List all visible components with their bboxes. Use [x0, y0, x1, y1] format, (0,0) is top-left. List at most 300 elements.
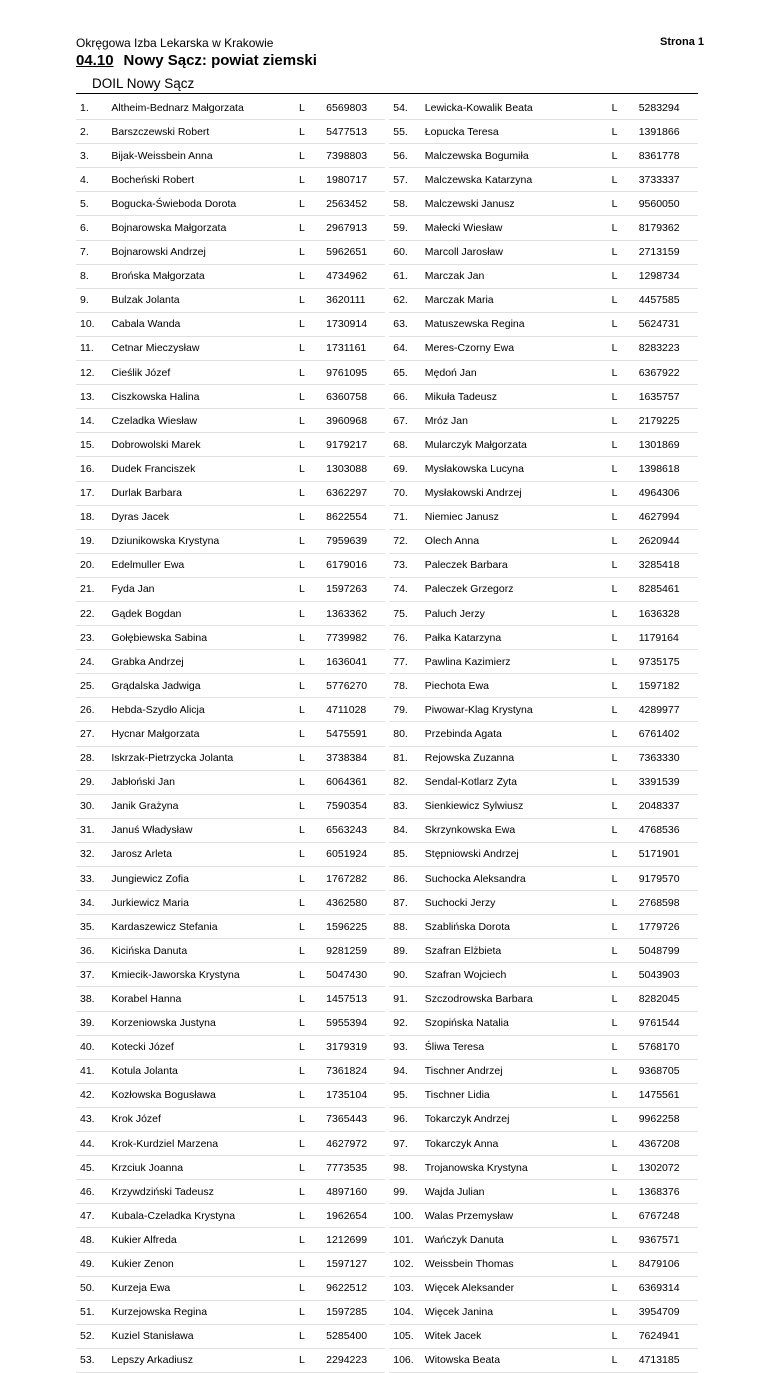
- entry-id: 4367208: [639, 1132, 698, 1156]
- entry-id: 7739982: [326, 626, 385, 650]
- entry-type: L: [299, 1035, 326, 1059]
- entry-name: Malczewska Bogumiła: [425, 144, 612, 168]
- entry-name: Korzeniowska Justyna: [111, 1011, 299, 1035]
- entry-type: L: [299, 168, 326, 192]
- entry-number: 87.: [389, 891, 425, 915]
- entry-id: 1596225: [326, 915, 385, 939]
- entry-type: L: [299, 1348, 326, 1372]
- entry-name: Bocheński Robert: [111, 168, 299, 192]
- entry-number: 58.: [389, 192, 425, 216]
- entry-name: Edelmuller Ewa: [111, 553, 299, 577]
- entry-name: Grądalska Jadwiga: [111, 674, 299, 698]
- entry-name: Szczodrowska Barbara: [425, 987, 612, 1011]
- entry-number: 74.: [389, 577, 425, 601]
- entry-name: Barszczewski Robert: [111, 120, 299, 144]
- entry-id: 9179217: [326, 433, 385, 457]
- entry-id: 6051924: [326, 842, 385, 866]
- entry-name: Krzciuk Joanna: [111, 1156, 299, 1180]
- entry-number: 105.: [389, 1324, 425, 1348]
- entry-number: 84.: [389, 818, 425, 842]
- entry-id: 2713159: [639, 240, 698, 264]
- entry-name: Jurkiewicz Maria: [111, 891, 299, 915]
- entry-id: 4362580: [326, 891, 385, 915]
- entry-name: Krok-Kurdziel Marzena: [111, 1132, 299, 1156]
- entry-id: 1779726: [639, 915, 698, 939]
- entry-name: Wajda Julian: [425, 1180, 612, 1204]
- entry-type: L: [299, 626, 326, 650]
- entry-name: Iskrzak-Pietrzycka Jolanta: [111, 746, 299, 770]
- entry-name: Pawlina Kazimierz: [425, 650, 612, 674]
- entry-number: 80.: [389, 722, 425, 746]
- entry-id: 5171901: [639, 842, 698, 866]
- entry-type: L: [612, 818, 639, 842]
- table-row: [76, 746, 698, 770]
- entry-name: Skrzynkowska Ewa: [425, 818, 612, 842]
- entry-id: 2048337: [639, 794, 698, 818]
- entry-type: L: [299, 1059, 326, 1083]
- entry-number: 103.: [389, 1276, 425, 1300]
- entry-id: 1212699: [326, 1228, 385, 1252]
- entry-name: Jabłoński Jan: [111, 770, 299, 794]
- entry-name: Dobrowolski Marek: [111, 433, 299, 457]
- table-row: [76, 409, 698, 433]
- entry-id: 5624731: [639, 312, 698, 336]
- entry-number: 10.: [76, 312, 111, 336]
- entry-id: 9622512: [326, 1276, 385, 1300]
- entry-type: L: [299, 144, 326, 168]
- entry-id: 5048799: [639, 939, 698, 963]
- section-heading: [76, 52, 317, 69]
- entry-number: 95.: [389, 1083, 425, 1107]
- entry-number: 79.: [389, 698, 425, 722]
- page-number: Strona 1: [659, 36, 704, 48]
- entry-name: Kicińska Danuta: [111, 939, 299, 963]
- entry-id: 3738384: [326, 746, 385, 770]
- entry-type: L: [612, 770, 639, 794]
- entry-type: L: [612, 1348, 639, 1372]
- entry-id: 9761095: [326, 361, 385, 385]
- entry-id: 6369314: [639, 1276, 698, 1300]
- entry-type: L: [612, 120, 639, 144]
- entry-id: 4457585: [639, 288, 698, 312]
- entry-id: 1635757: [639, 385, 698, 409]
- entry-id: 6569803: [326, 96, 385, 120]
- table-row: [76, 1348, 698, 1372]
- entry-number: 40.: [76, 1035, 111, 1059]
- entry-number: 19.: [76, 529, 111, 553]
- entry-id: 1636041: [326, 650, 385, 674]
- entry-type: L: [299, 120, 326, 144]
- entry-number: 106.: [389, 1348, 425, 1372]
- entry-id: 4734962: [326, 264, 385, 288]
- entry-id: 5047430: [326, 963, 385, 987]
- entry-type: L: [612, 457, 639, 481]
- entry-id: 9368705: [639, 1059, 698, 1083]
- entry-type: L: [299, 1107, 326, 1131]
- entry-type: L: [299, 216, 326, 240]
- entry-type: L: [612, 168, 639, 192]
- entry-id: 1179164: [639, 626, 698, 650]
- entry-number: 96.: [389, 1107, 425, 1131]
- entry-id: 7363330: [639, 746, 698, 770]
- entry-number: 72.: [389, 529, 425, 553]
- entry-name: Dudek Franciszek: [111, 457, 299, 481]
- entry-number: 37.: [76, 963, 111, 987]
- entry-name: Piwowar-Klag Krystyna: [425, 698, 612, 722]
- table-row: [76, 1132, 698, 1156]
- entry-id: 1302072: [639, 1156, 698, 1180]
- table-row: [76, 1180, 698, 1204]
- entry-type: L: [299, 963, 326, 987]
- entry-type: L: [612, 529, 639, 553]
- entry-number: 73.: [389, 553, 425, 577]
- entry-id: 7590354: [326, 794, 385, 818]
- entry-name: Bojnarowska Małgorzata: [111, 216, 299, 240]
- entry-name: Kardaszewicz Stefania: [111, 915, 299, 939]
- entry-number: 26.: [76, 698, 111, 722]
- entry-id: 7398803: [326, 144, 385, 168]
- entry-id: 1363362: [326, 601, 385, 625]
- table-row: [76, 698, 698, 722]
- entry-type: L: [612, 553, 639, 577]
- entry-name: Sienkiewicz Sylwiusz: [425, 794, 612, 818]
- entry-number: 45.: [76, 1156, 111, 1180]
- entry-type: L: [299, 529, 326, 553]
- entry-type: L: [612, 481, 639, 505]
- entry-type: L: [299, 96, 326, 120]
- entry-type: L: [612, 987, 639, 1011]
- entry-number: 41.: [76, 1059, 111, 1083]
- table-row: [76, 891, 698, 915]
- entry-name: Gołębiewska Sabina: [111, 626, 299, 650]
- entry-type: L: [612, 674, 639, 698]
- entry-id: 2563452: [326, 192, 385, 216]
- entry-type: L: [612, 433, 639, 457]
- table-row: [76, 361, 698, 385]
- entry-name: Kotecki Józef: [111, 1035, 299, 1059]
- entry-number: 90.: [389, 963, 425, 987]
- entry-type: L: [299, 1276, 326, 1300]
- table-row: [76, 1204, 698, 1228]
- entry-id: 3391539: [639, 770, 698, 794]
- entry-type: L: [612, 1228, 639, 1252]
- entry-type: L: [612, 264, 639, 288]
- entry-name: Tokarczyk Anna: [425, 1132, 612, 1156]
- entry-type: L: [612, 288, 639, 312]
- entry-id: 9962258: [639, 1107, 698, 1131]
- entry-number: 48.: [76, 1228, 111, 1252]
- entry-number: 86.: [389, 867, 425, 891]
- entry-number: 81.: [389, 746, 425, 770]
- entry-type: L: [299, 915, 326, 939]
- entry-id: 6179016: [326, 553, 385, 577]
- table-row: [76, 96, 698, 120]
- entry-number: 39.: [76, 1011, 111, 1035]
- entry-name: Altheim-Bednarz Małgorzata: [111, 96, 299, 120]
- entry-number: 23.: [76, 626, 111, 650]
- entry-type: L: [299, 1228, 326, 1252]
- entry-number: 32.: [76, 842, 111, 866]
- entry-number: 1.: [76, 96, 111, 120]
- entry-id: 1398618: [639, 457, 698, 481]
- entry-name: Więcek Janina: [425, 1300, 612, 1324]
- entry-type: L: [612, 1035, 639, 1059]
- entry-type: L: [612, 650, 639, 674]
- subheading: DOIL Nowy Sącz: [76, 74, 698, 94]
- entry-id: 1298734: [639, 264, 698, 288]
- entry-number: 69.: [389, 457, 425, 481]
- entry-number: 64.: [389, 336, 425, 360]
- entry-number: 93.: [389, 1035, 425, 1059]
- entry-id: 1767282: [326, 867, 385, 891]
- entry-type: L: [299, 577, 326, 601]
- entry-type: L: [299, 842, 326, 866]
- entry-type: L: [612, 891, 639, 915]
- entry-number: 11.: [76, 336, 111, 360]
- entry-type: L: [299, 312, 326, 336]
- entry-type: L: [299, 553, 326, 577]
- entry-name: Januś Władysław: [111, 818, 299, 842]
- entry-number: 3.: [76, 144, 111, 168]
- section-code: 04.10: [76, 52, 114, 69]
- table-row: [76, 867, 698, 891]
- entry-name: Małecki Wiesław: [425, 216, 612, 240]
- entry-id: 1731161: [326, 336, 385, 360]
- entry-number: 47.: [76, 1204, 111, 1228]
- entry-name: Mularczyk Małgorzata: [425, 433, 612, 457]
- entry-id: 3620111: [326, 288, 385, 312]
- entry-name: Kubala-Czeladka Krystyna: [111, 1204, 299, 1228]
- entry-name: Jungiewicz Zofia: [111, 867, 299, 891]
- entry-name: Marczak Jan: [425, 264, 612, 288]
- entry-name: Dyras Jacek: [111, 505, 299, 529]
- entry-id: 3285418: [639, 553, 698, 577]
- entry-id: 3960968: [326, 409, 385, 433]
- entry-number: 29.: [76, 770, 111, 794]
- entry-number: 55.: [389, 120, 425, 144]
- entry-number: 70.: [389, 481, 425, 505]
- entry-number: 18.: [76, 505, 111, 529]
- entry-id: 8285461: [639, 577, 698, 601]
- entry-number: 57.: [389, 168, 425, 192]
- entry-name: Tokarczyk Andrzej: [425, 1107, 612, 1131]
- entry-number: 9.: [76, 288, 111, 312]
- entry-type: L: [299, 1300, 326, 1324]
- entry-type: L: [299, 264, 326, 288]
- entry-number: 68.: [389, 433, 425, 457]
- entry-type: L: [299, 192, 326, 216]
- entry-id: 4627972: [326, 1132, 385, 1156]
- entry-number: 77.: [389, 650, 425, 674]
- entry-id: 8622554: [326, 505, 385, 529]
- entry-id: 5776270: [326, 674, 385, 698]
- entry-name: Paleczek Grzegorz: [425, 577, 612, 601]
- entry-id: 6761402: [639, 722, 698, 746]
- entry-number: 82.: [389, 770, 425, 794]
- entry-number: 8.: [76, 264, 111, 288]
- entry-type: L: [299, 1204, 326, 1228]
- entry-number: 83.: [389, 794, 425, 818]
- entry-id: 6360758: [326, 385, 385, 409]
- entry-type: L: [299, 891, 326, 915]
- organization-name: Okręgowa Izba Lekarska w Krakowie: [76, 36, 274, 50]
- entry-type: L: [612, 1180, 639, 1204]
- entry-type: L: [612, 1107, 639, 1131]
- entry-id: 1597127: [326, 1252, 385, 1276]
- entry-id: 2620944: [639, 529, 698, 553]
- entry-name: Paluch Jerzy: [425, 601, 612, 625]
- entry-number: 33.: [76, 867, 111, 891]
- entry-type: L: [612, 1252, 639, 1276]
- entry-id: 7361824: [326, 1059, 385, 1083]
- entry-name: Kukier Alfreda: [111, 1228, 299, 1252]
- entry-name: Korabel Hanna: [111, 987, 299, 1011]
- entry-number: 12.: [76, 361, 111, 385]
- entry-id: 3179319: [326, 1035, 385, 1059]
- entry-number: 44.: [76, 1132, 111, 1156]
- entry-name: Niemiec Janusz: [425, 505, 612, 529]
- entry-number: 54.: [389, 96, 425, 120]
- table-row: [76, 1107, 698, 1131]
- entry-type: L: [299, 770, 326, 794]
- entry-number: 66.: [389, 385, 425, 409]
- entry-name: Krzywdziński Tadeusz: [111, 1180, 299, 1204]
- entry-number: 63.: [389, 312, 425, 336]
- entry-number: 22.: [76, 601, 111, 625]
- entry-type: L: [299, 650, 326, 674]
- entry-number: 60.: [389, 240, 425, 264]
- table-row: [76, 288, 698, 312]
- entry-type: L: [612, 577, 639, 601]
- entry-id: 9761544: [639, 1011, 698, 1035]
- entry-name: Brońska Małgorzata: [111, 264, 299, 288]
- table-row: [76, 1156, 698, 1180]
- entry-id: 9367571: [639, 1228, 698, 1252]
- table-row: [76, 1083, 698, 1107]
- table-row: [76, 1011, 698, 1035]
- entry-type: L: [612, 216, 639, 240]
- table-row: [76, 915, 698, 939]
- entry-id: 7624941: [639, 1324, 698, 1348]
- entry-type: L: [299, 674, 326, 698]
- entry-type: L: [612, 385, 639, 409]
- entry-id: 5477513: [326, 120, 385, 144]
- entry-id: 8479106: [639, 1252, 698, 1276]
- entry-number: 36.: [76, 939, 111, 963]
- entry-name: Szafran Elżbieta: [425, 939, 612, 963]
- table-row: [76, 481, 698, 505]
- entry-number: 42.: [76, 1083, 111, 1107]
- entry-id: 9281259: [326, 939, 385, 963]
- entry-name: Mikuła Tadeusz: [425, 385, 612, 409]
- entry-type: L: [612, 144, 639, 168]
- entry-number: 35.: [76, 915, 111, 939]
- entry-type: L: [299, 1324, 326, 1348]
- entry-id: 8179362: [639, 216, 698, 240]
- entry-type: L: [299, 240, 326, 264]
- entry-name: Malczewski Janusz: [425, 192, 612, 216]
- entry-type: L: [612, 1011, 639, 1035]
- entry-name: Kozłowska Bogusława: [111, 1083, 299, 1107]
- table-row: [76, 650, 698, 674]
- entry-name: Mysłakowska Lucyna: [425, 457, 612, 481]
- entry-number: 75.: [389, 601, 425, 625]
- entry-type: L: [612, 626, 639, 650]
- entry-name: Meres-Czorny Ewa: [425, 336, 612, 360]
- entry-type: L: [612, 1156, 639, 1180]
- entry-name: Czeladka Wiesław: [111, 409, 299, 433]
- entry-id: 8283223: [639, 336, 698, 360]
- entry-name: Cetnar Mieczysław: [111, 336, 299, 360]
- table-row: [76, 794, 698, 818]
- entry-number: 61.: [389, 264, 425, 288]
- entry-number: 2.: [76, 120, 111, 144]
- table-row: [76, 1324, 698, 1348]
- entry-name: Hycnar Małgorzata: [111, 722, 299, 746]
- entry-type: L: [299, 1083, 326, 1107]
- entry-number: 21.: [76, 577, 111, 601]
- entry-name: Bijak-Weissbein Anna: [111, 144, 299, 168]
- entry-number: 24.: [76, 650, 111, 674]
- entry-number: 34.: [76, 891, 111, 915]
- entry-name: Mędoń Jan: [425, 361, 612, 385]
- entry-name: Sendal-Kotlarz Zyta: [425, 770, 612, 794]
- table-row: [76, 144, 698, 168]
- entry-name: Janik Grażyna: [111, 794, 299, 818]
- entry-number: 71.: [389, 505, 425, 529]
- entry-name: Kurzeja Ewa: [111, 1276, 299, 1300]
- entry-type: L: [299, 794, 326, 818]
- entry-name: Rejowska Zuzanna: [425, 746, 612, 770]
- entry-name: Bulzak Jolanta: [111, 288, 299, 312]
- entry-number: 52.: [76, 1324, 111, 1348]
- entry-name: Gądek Bogdan: [111, 601, 299, 625]
- entry-name: Weissbein Thomas: [425, 1252, 612, 1276]
- table-row: [76, 770, 698, 794]
- entry-id: 1301869: [639, 433, 698, 457]
- table-row: [76, 216, 698, 240]
- entry-type: L: [299, 361, 326, 385]
- table-row: [76, 433, 698, 457]
- table-row: [76, 240, 698, 264]
- table-row: [76, 577, 698, 601]
- table-row: [76, 1252, 698, 1276]
- entry-number: 51.: [76, 1300, 111, 1324]
- entry-name: Cabala Wanda: [111, 312, 299, 336]
- entry-id: 9179570: [639, 867, 698, 891]
- entry-number: 85.: [389, 842, 425, 866]
- entry-number: 62.: [389, 288, 425, 312]
- entry-id: 1962654: [326, 1204, 385, 1228]
- entry-type: L: [612, 939, 639, 963]
- entry-type: L: [612, 336, 639, 360]
- entry-id: 4627994: [639, 505, 698, 529]
- entry-name: Trojanowska Krystyna: [425, 1156, 612, 1180]
- entry-type: L: [612, 1132, 639, 1156]
- entry-id: 6362297: [326, 481, 385, 505]
- entry-id: 6767248: [639, 1204, 698, 1228]
- entry-name: Suchocka Aleksandra: [425, 867, 612, 891]
- entry-id: 9735175: [639, 650, 698, 674]
- entry-id: 4289977: [639, 698, 698, 722]
- entry-id: 1368376: [639, 1180, 698, 1204]
- entry-type: L: [612, 867, 639, 891]
- entry-id: 5285400: [326, 1324, 385, 1348]
- entry-number: 53.: [76, 1348, 111, 1372]
- entry-number: 15.: [76, 433, 111, 457]
- entry-name: Szablińska Dorota: [425, 915, 612, 939]
- entry-type: L: [299, 457, 326, 481]
